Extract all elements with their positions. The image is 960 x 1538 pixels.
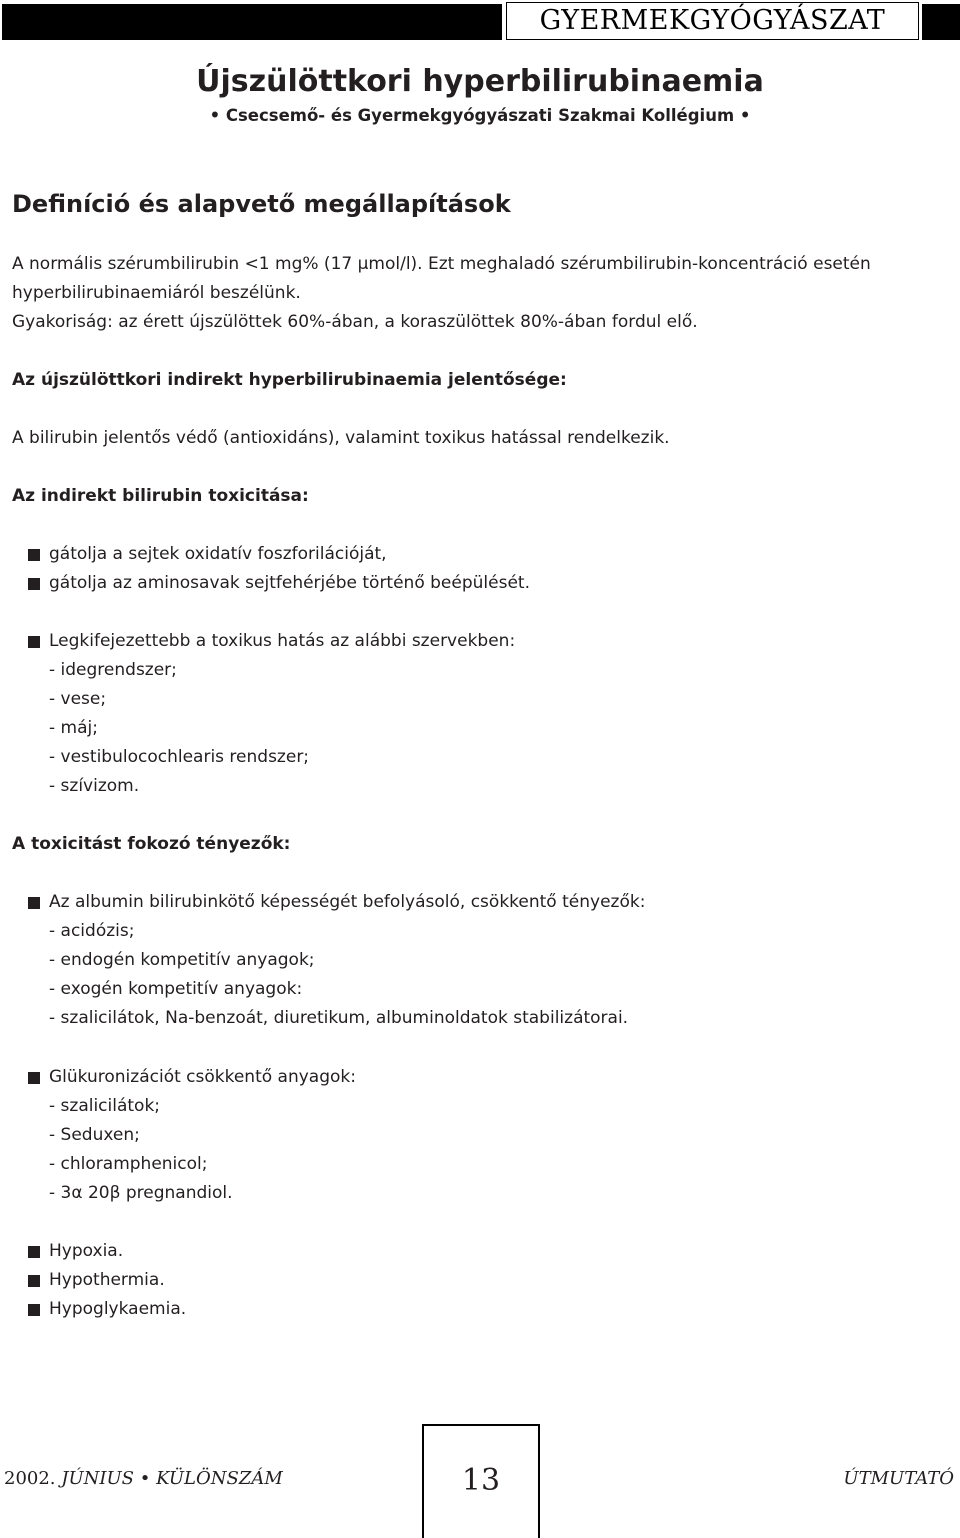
square-bullet-icon [28,1246,40,1258]
sub-item: - szívizom. [49,776,140,796]
sub-item: - máj; [49,718,98,738]
square-bullet-icon [28,636,40,648]
toxicity-bullet-list [28,540,530,598]
list-item-text: Az albumin bilirubinkötő képességét befolyásoló, csökkentő tényezők: [49,892,646,912]
albumin-factors-list [28,888,645,1033]
definition-heading: Definíció és alapvető megállapítások [12,190,511,218]
header-black-bar-left [2,4,502,40]
sub-item: - szalicilátok; [49,1096,161,1116]
page-number: 13 [422,1424,540,1538]
glucuronization-list [28,1063,356,1208]
footer-publication: ÚTMUTATÓ [843,1468,954,1489]
list-item [28,1295,186,1324]
list-item-text: Glükuronizációt csökkentő anyagok: [49,1067,356,1087]
footer-year: 2002. [4,1468,56,1489]
toxicity-heading: Az indirekt bilirubin toxicitása: [12,486,309,506]
square-bullet-icon [28,1275,40,1287]
header-section-title: GYERMEKGYÓGYÁSZAT [506,2,919,40]
list-item [28,1237,186,1266]
page-title: Újszülöttkori hyperbilirubinaemia [196,64,764,99]
significance-heading: Az újszülöttkori indirekt hyperbilirubinaemia jelentősége: [12,370,567,390]
sub-item: - endogén kompetitív anyagok; [49,950,315,970]
sub-item: - chloramphenicol; [49,1154,208,1174]
list-item-text: Hypoglykaemia. [49,1299,187,1319]
sub-item: - vese; [49,689,107,709]
list-item [28,1063,356,1092]
list-item [28,888,645,917]
list-item-text: gátolja az aminosavak sejtfehérjébe történő beépülését. [49,573,530,593]
sub-item: - vestibulocochlearis rendszer; [49,747,310,767]
significance-text: A bilirubin jelentős védő (antioxidáns), valamint toxikus hatással rendelkezik. [12,428,670,448]
square-bullet-icon [28,1072,40,1084]
definition-line-3: Gyakoriság: az érett újszülöttek 60%-ában, a koraszülöttek 80%-ában fordul elő. [12,312,698,332]
other-factors-list [28,1237,186,1324]
sub-item: - 3α 20β pregnandiol. [49,1183,233,1203]
footer-issue [4,1468,283,1489]
page-subtitle: • Csecsemő- és Gyermekgyógyászati Szakmai Kollégium • [209,106,751,125]
factors-heading: A toxicitást fokozó tényezők: [12,834,291,854]
header-black-bar-right [922,4,960,40]
list-item-text: Hypothermia. [49,1270,165,1290]
square-bullet-icon [28,578,40,590]
square-bullet-icon [28,1304,40,1316]
organs-list [28,627,515,801]
footer-issue-label: JÚNIUS • KÜLÖNSZÁM [61,1468,283,1489]
sub-item: - acidózis; [49,921,135,941]
list-item-text: Legkifejezettebb a toxikus hatás az alábbi szervekben: [49,631,516,651]
list-item [28,540,530,569]
list-item [28,627,515,656]
sub-item: - exogén kompetitív anyagok: [49,979,303,999]
sub-item: - idegrendszer; [49,660,177,680]
definition-line-2: hyperbilirubinaemiáról beszélünk. [12,283,301,303]
list-item-text: Hypoxia. [49,1241,124,1261]
sub-item: - szalicilátok, Na-benzoát, diuretikum, albuminoldatok stabilizátorai. [49,1008,629,1028]
square-bullet-icon [28,897,40,909]
sub-item: - Seduxen; [49,1125,140,1145]
definition-line-1: A normális szérumbilirubin <1 mg% (17 µmol/l). Ezt meghaladó szérumbilirubin-koncentráció esetén [12,254,871,274]
list-item [28,1266,186,1295]
list-item [28,569,530,598]
square-bullet-icon [28,549,40,561]
list-item-text: gátolja a sejtek oxidatív foszforilációját, [49,544,387,564]
